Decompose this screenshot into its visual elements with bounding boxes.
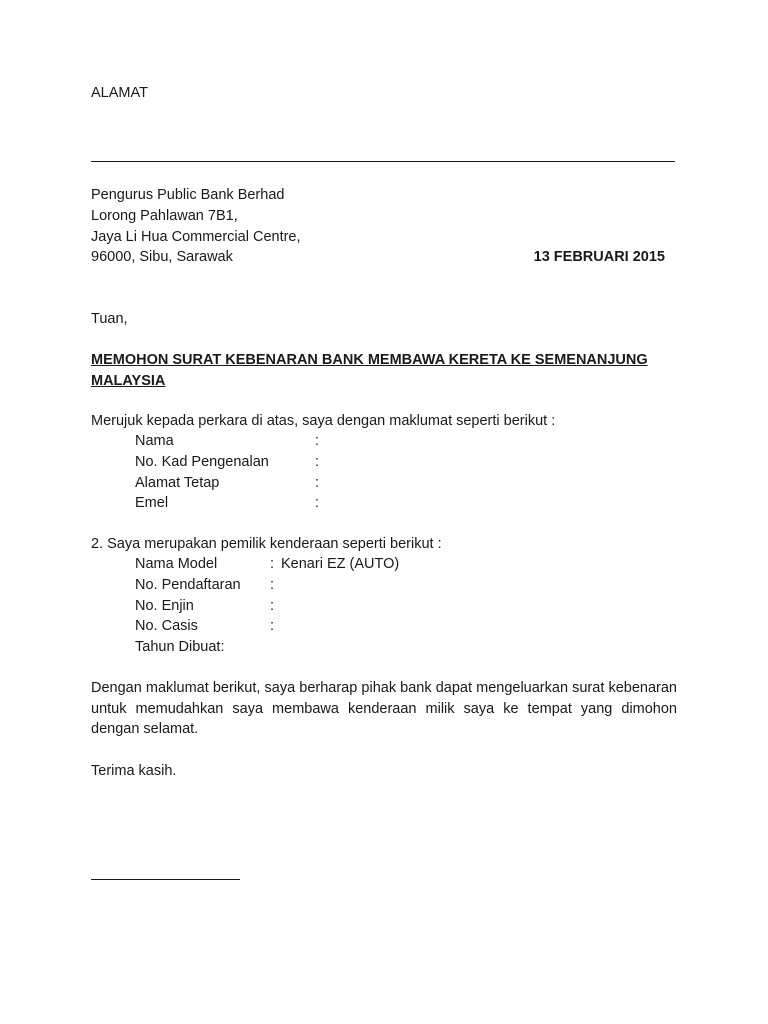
address-line bbox=[91, 161, 675, 162]
recipient-line-2: Lorong Pahlawan 7B1, bbox=[91, 208, 238, 224]
recipient-line-1: Pengurus Public Bank Berhad bbox=[91, 187, 285, 203]
field-colon: : bbox=[270, 618, 275, 634]
field-label-kad-pengenalan: No. Kad Pengenalan bbox=[135, 454, 269, 470]
intro-text: Merujuk kepada perkara di atas, saya dengan maklumat seperti berikut : bbox=[91, 413, 556, 429]
subject-heading: MEMOHON SURAT KEBENARAN BANK MEMBAWA KERETA KE SEMENANJUNG MALAYSIA bbox=[91, 352, 648, 389]
field-label-no-enjin: No. Enjin bbox=[135, 598, 194, 614]
field-label-nama: Nama bbox=[135, 433, 174, 449]
address-label: ALAMAT bbox=[91, 85, 148, 101]
field-colon: : bbox=[270, 598, 275, 614]
letter-date: 13 FEBRUARI 2015 bbox=[533, 249, 665, 265]
body-paragraph: Dengan maklumat berikut, saya berharap pihak bank dapat mengeluarkan surat kebenaran untuk memudahkan saya membawa kenderaan milik saya ke tempat yang dimohon dengan selamat. bbox=[91, 680, 677, 737]
field-colon: : bbox=[315, 495, 320, 511]
recipient-line-3: Jaya Li Hua Commercial Centre, bbox=[91, 229, 301, 245]
salutation: Tuan, bbox=[91, 311, 128, 327]
field-colon: : bbox=[270, 577, 275, 593]
closing-text: Terima kasih. bbox=[91, 763, 177, 779]
field-colon: : bbox=[315, 475, 320, 491]
recipient-line-4: 96000, Sibu, Sarawak bbox=[91, 249, 233, 265]
signature-line bbox=[91, 879, 240, 880]
field-label-nama-model: Nama Model bbox=[135, 556, 218, 572]
field-label-no-pendaftaran: No. Pendaftaran bbox=[135, 577, 241, 593]
field-label-no-casis: No. Casis bbox=[135, 618, 198, 634]
field-colon: : bbox=[270, 556, 275, 572]
field-label-emel: Emel bbox=[135, 495, 169, 511]
field-colon: : bbox=[315, 433, 320, 449]
field-value-nama-model: Kenari EZ (AUTO) bbox=[281, 556, 400, 572]
field-colon: : bbox=[315, 454, 320, 470]
field-label-alamat-tetap: Alamat Tetap bbox=[135, 475, 220, 491]
field-label-tahun-dibuat: Tahun Dibuat: bbox=[135, 639, 225, 655]
vehicle-intro: 2. Saya merupakan pemilik kenderaan seperti berikut : bbox=[91, 536, 442, 552]
